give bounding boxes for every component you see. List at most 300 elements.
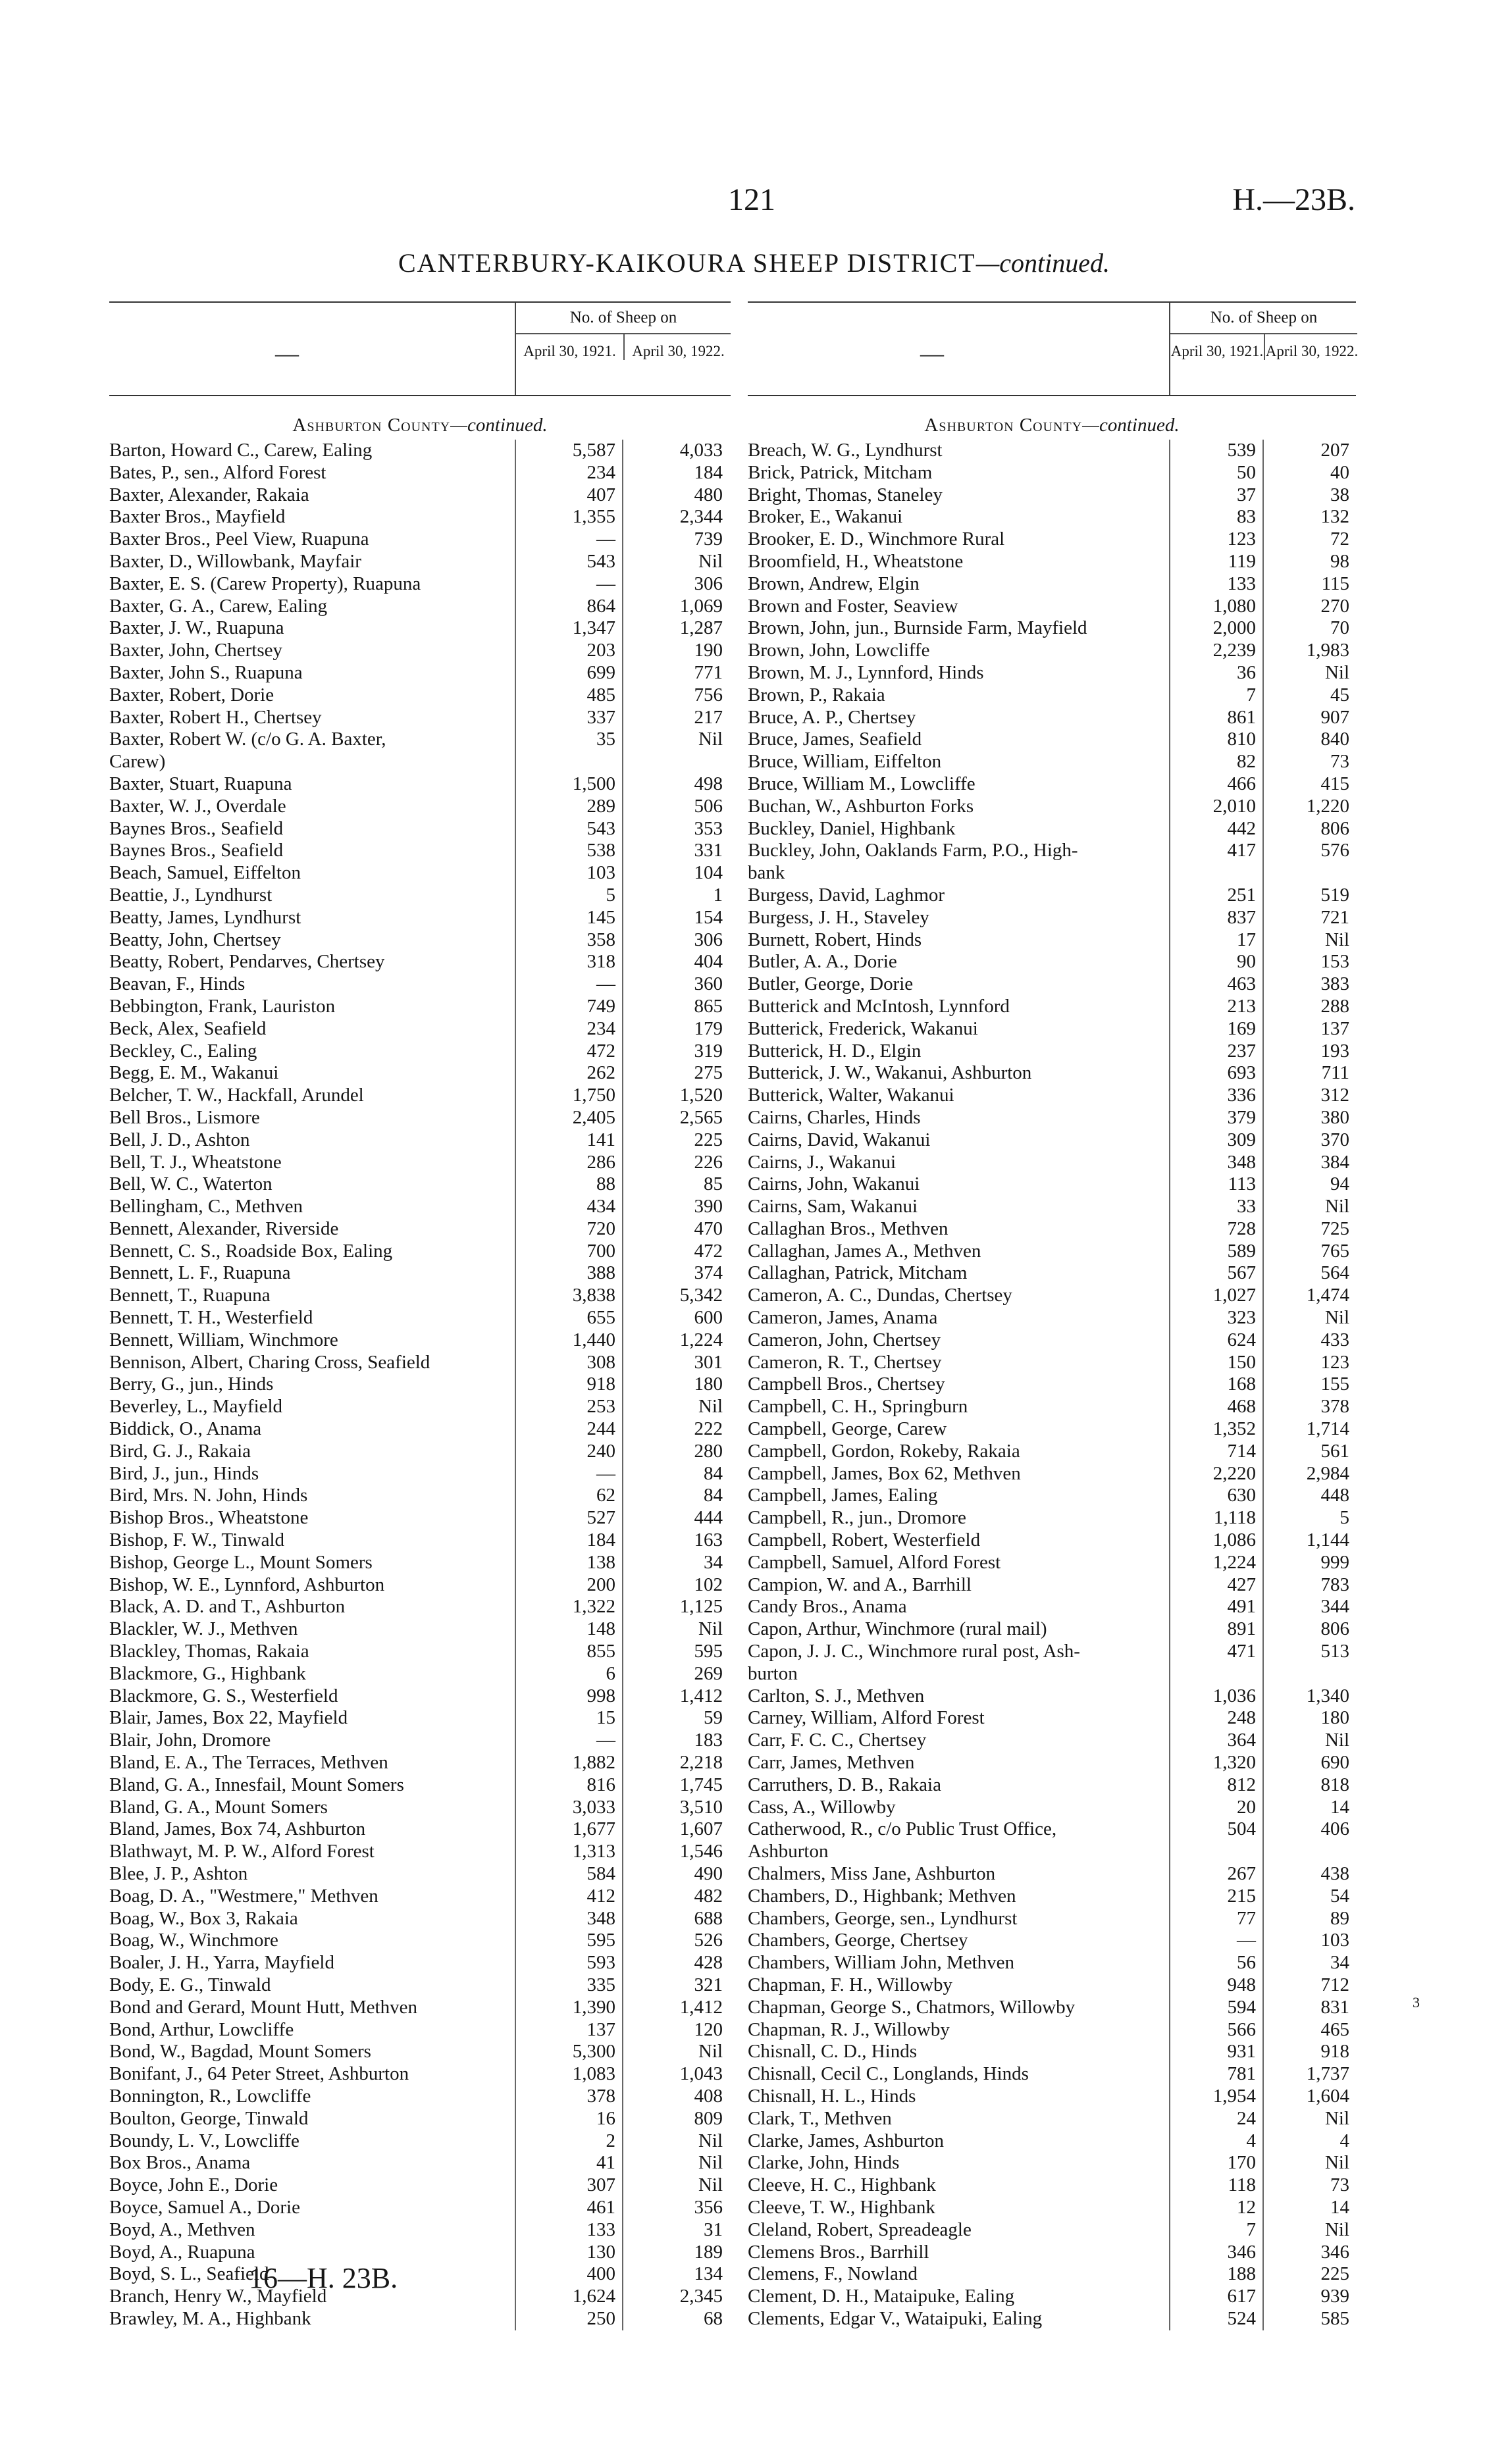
table-row bbox=[109, 1152, 731, 1174]
owner-name: Bruce, James, Seafield bbox=[748, 729, 922, 750]
table-row bbox=[109, 506, 731, 528]
owner-name: Bruce, William, Eiffelton bbox=[748, 751, 942, 773]
sheep-1922: 306 bbox=[622, 573, 729, 596]
owner-name: Bland, G. A., Innesfail, Mount Somers bbox=[109, 1774, 404, 1795]
sheep-1922: 585 bbox=[1262, 2308, 1356, 2330]
sheep-1922: 1,412 bbox=[622, 1997, 729, 2019]
table-row bbox=[748, 2263, 1356, 2286]
table-row bbox=[109, 1040, 731, 1063]
sheep-1921: 539 bbox=[1169, 440, 1262, 462]
sheep-1922: 225 bbox=[622, 1129, 729, 1152]
sheep-1921: 250 bbox=[515, 2308, 622, 2330]
sheep-1921: 630 bbox=[1169, 1485, 1262, 1507]
owner-name: Brick, Patrick, Mitcham bbox=[748, 461, 933, 483]
sheep-1921: 624 bbox=[1169, 1329, 1262, 1352]
table-row bbox=[109, 907, 731, 929]
sheep-1921: 3,033 bbox=[515, 1797, 622, 1819]
owner-name: Brown, Andrew, Elgin bbox=[748, 573, 920, 594]
owner-name: Baynes Bros., Seafield bbox=[109, 817, 284, 839]
table-row bbox=[109, 1952, 731, 1974]
sheep-1921: 2,010 bbox=[1169, 796, 1262, 818]
table-row bbox=[748, 528, 1356, 551]
owner-name: Campbell, James, Ealing bbox=[748, 1485, 938, 1506]
owner-name: Chapman, George S., Chatmors, Willowby bbox=[748, 1996, 1076, 2018]
sheep-1921: 184 bbox=[515, 1529, 622, 1552]
table-row bbox=[748, 1974, 1356, 1997]
sheep-1922: Nil bbox=[622, 551, 729, 573]
owner-name: Chambers, D., Highbank; Methven bbox=[748, 1885, 1016, 1907]
table-row bbox=[109, 1463, 731, 1485]
sheep-1921 bbox=[515, 751, 622, 773]
owner-name: Bishop, George L., Mount Somers bbox=[109, 1551, 373, 1573]
sheep-1922: Nil bbox=[622, 1618, 729, 1641]
sheep-1921: 308 bbox=[515, 1352, 622, 1374]
owner-name: Boag, W., Box 3, Rakaia bbox=[109, 1907, 298, 1929]
table-row bbox=[748, 1441, 1356, 1463]
sheep-1922: 831 bbox=[1262, 1997, 1356, 2019]
sheep-1922: 465 bbox=[1262, 2019, 1356, 2041]
owner-name: Butterick, Walter, Wakanui bbox=[748, 1085, 954, 1106]
table-row bbox=[748, 551, 1356, 573]
table-row bbox=[748, 506, 1356, 528]
table-row bbox=[748, 573, 1356, 596]
owner-name: Bond and Gerard, Mount Hutt, Methven bbox=[109, 1996, 417, 2018]
sheep-1922: 120 bbox=[622, 2019, 729, 2041]
owner-name: Bennett, T. H., Westerfield bbox=[109, 1307, 313, 1329]
sheep-1922: 312 bbox=[1262, 1085, 1356, 1107]
sheep-1922: 1,520 bbox=[622, 1085, 729, 1107]
owner-name: Butterick, H. D., Elgin bbox=[748, 1040, 922, 1062]
sheep-1921: 378 bbox=[515, 2086, 622, 2108]
sheep-1922: 137 bbox=[1262, 1018, 1356, 1040]
sheep-1922: 134 bbox=[622, 2263, 729, 2286]
sheep-1922: 690 bbox=[1262, 1752, 1356, 1774]
sheep-1922: 180 bbox=[622, 1373, 729, 1396]
sheep-1921: 699 bbox=[515, 662, 622, 684]
sheep-1921: 168 bbox=[1169, 1373, 1262, 1396]
table-row bbox=[109, 596, 731, 618]
sheep-1921: 466 bbox=[1169, 773, 1262, 796]
table-row bbox=[109, 1373, 731, 1396]
sheep-1922: 939 bbox=[1262, 2286, 1356, 2308]
owner-name: Beckley, C., Ealing bbox=[109, 1040, 257, 1062]
sheep-1921: 130 bbox=[515, 2242, 622, 2264]
owner-name: Chalmers, Miss Jane, Ashburton bbox=[748, 1863, 996, 1884]
sheep-1922: Nil bbox=[1262, 1730, 1356, 1752]
table-row bbox=[109, 1418, 731, 1441]
sheep-1921: 1,224 bbox=[1169, 1552, 1262, 1574]
table-row bbox=[748, 729, 1356, 751]
table-row bbox=[748, 1618, 1356, 1641]
table-row bbox=[109, 818, 731, 840]
table-row bbox=[109, 1107, 731, 1129]
sheep-1922: 806 bbox=[1262, 818, 1356, 840]
sheep-1921: 1,390 bbox=[515, 1997, 622, 2019]
sheep-1921: 1,347 bbox=[515, 617, 622, 640]
sheep-1921: 119 bbox=[1169, 551, 1262, 573]
owner-name: Campbell Bros., Chertsey bbox=[748, 1373, 945, 1395]
sheep-1921 bbox=[1169, 1841, 1262, 1863]
sheep-1922: 712 bbox=[1262, 1974, 1356, 1997]
table-row bbox=[748, 1262, 1356, 1285]
sheep-1921: 307 bbox=[515, 2174, 622, 2197]
sheep-1922: 1,745 bbox=[622, 1774, 729, 1797]
sheep-1921: 594 bbox=[1169, 1997, 1262, 2019]
sheep-1921: 1,677 bbox=[515, 1818, 622, 1841]
table-row bbox=[109, 973, 731, 996]
owner-name: Berry, G., jun., Hinds bbox=[109, 1373, 274, 1395]
sheep-1921: 213 bbox=[1169, 996, 1262, 1018]
sheep-1921: 251 bbox=[1169, 885, 1262, 907]
owner-name: Cleland, Robert, Spreadeagle bbox=[748, 2219, 972, 2240]
table-row bbox=[748, 684, 1356, 707]
sheep-1921: 309 bbox=[1169, 1129, 1262, 1152]
owner-name: Blackmore, G. S., Westerfield bbox=[109, 1685, 338, 1707]
sheep-1921: — bbox=[1169, 1930, 1262, 1952]
table-row bbox=[109, 1329, 731, 1352]
table-row bbox=[109, 1841, 731, 1863]
sheep-1921: 816 bbox=[515, 1774, 622, 1797]
owner-name: Chambers, George, Chertsey bbox=[748, 1930, 968, 1951]
sheep-1922: Nil bbox=[1262, 662, 1356, 684]
sheep-1921: 2,000 bbox=[1169, 617, 1262, 640]
table-row bbox=[109, 484, 731, 507]
sheep-1921: 90 bbox=[1169, 951, 1262, 973]
table-row bbox=[748, 1818, 1356, 1841]
sheep-1921: 918 bbox=[515, 1373, 622, 1396]
owner-name: Blathwayt, M. P. W., Alford Forest bbox=[109, 1841, 375, 1862]
sheep-1921: 1,440 bbox=[515, 1329, 622, 1352]
sheep-1922: 306 bbox=[622, 929, 729, 952]
table-row bbox=[748, 1329, 1356, 1352]
sheep-1922: 783 bbox=[1262, 1574, 1356, 1597]
sheep-1921: 1,882 bbox=[515, 1752, 622, 1774]
sheep-1922: 370 bbox=[1262, 1129, 1356, 1152]
sheep-1921: — bbox=[515, 528, 622, 551]
sheep-1922: 390 bbox=[622, 1196, 729, 1218]
owner-name: Brawley, M. A., Highbank bbox=[109, 2307, 311, 2329]
table-row bbox=[109, 1396, 731, 1418]
sheep-1922: 5,342 bbox=[622, 1285, 729, 1307]
table-row bbox=[748, 796, 1356, 818]
owner-name: Baxter, E. S. (Carew Property), Ruapuna bbox=[109, 573, 421, 594]
sheep-1921: 336 bbox=[1169, 1085, 1262, 1107]
table-row bbox=[109, 551, 731, 573]
table-row bbox=[109, 2019, 731, 2041]
sheep-1921: 170 bbox=[1169, 2152, 1262, 2174]
sheep-1921: 434 bbox=[515, 1196, 622, 1218]
owner-name: Box Bros., Anama bbox=[109, 2152, 251, 2174]
sheep-1921: 567 bbox=[1169, 1262, 1262, 1285]
owner-name: Boyce, John E., Dorie bbox=[109, 2174, 278, 2196]
table-row bbox=[748, 1774, 1356, 1797]
sheep-1922: 189 bbox=[622, 2242, 729, 2264]
sheep-1922: 225 bbox=[1262, 2263, 1356, 2286]
header-col-1922: April 30, 1922. bbox=[623, 334, 732, 360]
owner-name: Bright, Thomas, Staneley bbox=[748, 484, 943, 505]
sheep-1921: 318 bbox=[515, 951, 622, 973]
sheep-1921: 77 bbox=[1169, 1908, 1262, 1930]
table-row bbox=[748, 2242, 1356, 2264]
sheep-1921: 714 bbox=[1169, 1441, 1262, 1463]
sheep-1922: Nil bbox=[1262, 2152, 1356, 2174]
county-heading bbox=[748, 396, 1356, 440]
sheep-1922: 818 bbox=[1262, 1774, 1356, 1797]
right-table-header bbox=[748, 301, 1359, 396]
sheep-1921: 864 bbox=[515, 596, 622, 618]
owner-name: Bell Bros., Lismore bbox=[109, 1106, 260, 1128]
table-row bbox=[109, 2219, 731, 2242]
sheep-1921: 1,954 bbox=[1169, 2086, 1262, 2108]
sheep-1922: 470 bbox=[622, 1218, 729, 1241]
sheep-1922: 999 bbox=[1262, 1552, 1356, 1574]
table-row bbox=[748, 2286, 1356, 2308]
owner-name: Callaghan, James A., Methven bbox=[748, 1240, 981, 1262]
sheep-1922: Nil bbox=[1262, 1196, 1356, 1218]
sheep-1922: 163 bbox=[622, 1529, 729, 1552]
sheep-1922: 98 bbox=[1262, 551, 1356, 573]
owner-name: Cleeve, H. C., Highbank bbox=[748, 2174, 936, 2196]
table-row bbox=[748, 640, 1356, 662]
sheep-1921: 50 bbox=[1169, 462, 1262, 484]
sheep-1921: 244 bbox=[515, 1418, 622, 1441]
sheep-1922: 356 bbox=[622, 2197, 729, 2219]
table-row bbox=[109, 1552, 731, 1574]
sheep-1921: 323 bbox=[1169, 1307, 1262, 1329]
sheep-1921: 240 bbox=[515, 1441, 622, 1463]
sheep-1921: 237 bbox=[1169, 1040, 1262, 1063]
sheep-1921: 485 bbox=[515, 684, 622, 707]
table-row bbox=[748, 1552, 1356, 1574]
owner-name: Clemens, F., Nowland bbox=[748, 2263, 918, 2285]
table-row bbox=[748, 2174, 1356, 2197]
owner-name: Blackley, Thomas, Rakaia bbox=[109, 1641, 309, 1662]
sheep-1922: 179 bbox=[622, 1018, 729, 1040]
table-row bbox=[748, 1152, 1356, 1174]
owner-name: Butler, George, Dorie bbox=[748, 973, 914, 995]
owner-name: Bishop Bros., Wheatstone bbox=[109, 1507, 309, 1529]
sheep-1921: 262 bbox=[515, 1062, 622, 1085]
table-row bbox=[109, 1529, 731, 1552]
sheep-1922: 1,737 bbox=[1262, 2063, 1356, 2086]
sheep-1921: 17 bbox=[1169, 929, 1262, 952]
sheep-1922: 153 bbox=[1262, 951, 1356, 973]
sheep-1922: 383 bbox=[1262, 973, 1356, 996]
table-row bbox=[748, 751, 1356, 773]
sheep-1922: 384 bbox=[1262, 1152, 1356, 1174]
sheep-1922: 73 bbox=[1262, 751, 1356, 773]
sheep-1922: Nil bbox=[622, 1396, 729, 1418]
owner-name: Baxter, Robert W. (c/o G. A. Baxter, bbox=[109, 729, 386, 750]
owner-name: Carr, F. C. C., Chertsey bbox=[748, 1730, 927, 1751]
table-row bbox=[109, 840, 731, 862]
left-column-table bbox=[109, 301, 731, 2330]
table-row bbox=[109, 1774, 731, 1797]
table-row bbox=[748, 662, 1356, 684]
table-row bbox=[109, 1797, 731, 1819]
sheep-1921: — bbox=[515, 1463, 622, 1485]
sheep-1922 bbox=[1262, 1841, 1356, 1863]
right-table-body bbox=[748, 396, 1356, 2330]
table-row bbox=[748, 885, 1356, 907]
sheep-1922: 1,714 bbox=[1262, 1418, 1356, 1441]
sheep-1922: 180 bbox=[1262, 1707, 1356, 1730]
table-row bbox=[748, 1663, 1356, 1685]
table-row bbox=[748, 2063, 1356, 2086]
sheep-1921: 103 bbox=[515, 862, 622, 885]
owner-name: Campion, W. and A., Barrhill bbox=[748, 1574, 972, 1595]
header-col-1922: April 30, 1922. bbox=[1264, 334, 1359, 360]
table-row bbox=[748, 2130, 1356, 2153]
owner-name: Baxter, G. A., Carew, Ealing bbox=[109, 595, 328, 617]
sheep-1921: 400 bbox=[515, 2263, 622, 2286]
sheep-1922: 907 bbox=[1262, 707, 1356, 729]
sheep-1922: 183 bbox=[622, 1730, 729, 1752]
left-table-body bbox=[109, 396, 731, 2330]
sheep-1922: 3,510 bbox=[622, 1797, 729, 1819]
owner-name: Blackmore, G., Highbank bbox=[109, 1662, 306, 1684]
table-row bbox=[109, 1663, 731, 1685]
owner-name: Beavan, F., Hinds bbox=[109, 973, 246, 995]
table-row bbox=[109, 662, 731, 684]
sheep-1921: 137 bbox=[515, 2019, 622, 2041]
table-row bbox=[748, 2019, 1356, 2041]
table-row bbox=[109, 1196, 731, 1218]
table-row bbox=[748, 1418, 1356, 1441]
owner-name: Chapman, R. J., Willowby bbox=[748, 2018, 950, 2040]
sheep-1922: 1,224 bbox=[622, 1329, 729, 1352]
sheep-1922: 472 bbox=[622, 1241, 729, 1263]
sheep-1922: Nil bbox=[1262, 1307, 1356, 1329]
table-row bbox=[748, 1863, 1356, 1886]
owner-name: bank bbox=[748, 862, 785, 884]
table-row bbox=[109, 1596, 731, 1618]
sheep-1921: 286 bbox=[515, 1152, 622, 1174]
sheep-1921: 33 bbox=[1169, 1196, 1262, 1218]
table-row bbox=[748, 1529, 1356, 1552]
table-row bbox=[109, 617, 731, 640]
sheep-1922: 275 bbox=[622, 1062, 729, 1085]
sheep-1921: 113 bbox=[1169, 1173, 1262, 1196]
table-row bbox=[748, 440, 1356, 462]
sheep-1922: 725 bbox=[1262, 1218, 1356, 1241]
sheep-1922: 561 bbox=[1262, 1441, 1356, 1463]
county-heading bbox=[109, 396, 731, 440]
owner-name: Clark, T., Methven bbox=[748, 2107, 892, 2129]
owner-name: Belcher, T. W., Hackfall, Arundel bbox=[109, 1085, 364, 1106]
owner-name: Boag, W., Winchmore bbox=[109, 1930, 278, 1951]
sheep-1922: 2,344 bbox=[622, 506, 729, 528]
table-row bbox=[748, 840, 1356, 862]
sheep-1922: 84 bbox=[622, 1485, 729, 1507]
owner-name: Boaler, J. H., Yarra, Mayfield bbox=[109, 1952, 334, 1974]
sheep-1922: 806 bbox=[1262, 1618, 1356, 1641]
owner-name: Bebbington, Frank, Lauriston bbox=[109, 995, 336, 1017]
owner-name: Campbell, George, Carew bbox=[748, 1418, 947, 1440]
sheep-1921 bbox=[1169, 862, 1262, 885]
sheep-1922: 1,144 bbox=[1262, 1529, 1356, 1552]
table-row bbox=[748, 1886, 1356, 1908]
owner-name: Biddick, O., Anama bbox=[109, 1418, 262, 1440]
sheep-1922: 576 bbox=[1262, 840, 1356, 862]
sheep-1922: 2,565 bbox=[622, 1107, 729, 1129]
sheep-1921: 215 bbox=[1169, 1886, 1262, 1908]
owner-name: Clarke, James, Ashburton bbox=[748, 2130, 945, 2151]
page-title-suffix: —continued. bbox=[975, 248, 1110, 278]
table-row bbox=[109, 1129, 731, 1152]
table-row bbox=[748, 1129, 1356, 1152]
owner-name: Burnett, Robert, Hinds bbox=[748, 929, 922, 950]
sheep-1921: 463 bbox=[1169, 973, 1262, 996]
table-row bbox=[748, 1797, 1356, 1819]
sheep-1922: 102 bbox=[622, 1574, 729, 1597]
sheep-1922: 480 bbox=[622, 484, 729, 507]
sheep-1921: 1,080 bbox=[1169, 596, 1262, 618]
table-row bbox=[109, 1641, 731, 1663]
sheep-1921: 82 bbox=[1169, 751, 1262, 773]
owner-name: Chapman, F. H., Willowby bbox=[748, 1974, 952, 1995]
right-column-table bbox=[748, 301, 1359, 2330]
table-row bbox=[109, 796, 731, 818]
table-row bbox=[748, 773, 1356, 796]
owner-name: Broomfield, H., Wheatstone bbox=[748, 550, 964, 572]
table-row bbox=[748, 2086, 1356, 2108]
sheep-1922: 70 bbox=[1262, 617, 1356, 640]
table-row bbox=[109, 440, 731, 462]
table-row bbox=[748, 2041, 1356, 2063]
table-row bbox=[748, 617, 1356, 640]
owner-name: Cameron, A. C., Dundas, Chertsey bbox=[748, 1285, 1012, 1306]
sheep-1922: 38 bbox=[1262, 484, 1356, 507]
owner-name: Branch, Henry W., Mayfield bbox=[109, 2286, 327, 2307]
table-row bbox=[748, 1040, 1356, 1063]
sheep-1922: 739 bbox=[622, 528, 729, 551]
owner-name: Bond, Arthur, Lowcliffe bbox=[109, 2018, 294, 2040]
table-row bbox=[109, 2242, 731, 2264]
sheep-1922: 346 bbox=[1262, 2242, 1356, 2264]
sheep-1922: 360 bbox=[622, 973, 729, 996]
table-row bbox=[109, 929, 731, 952]
owner-name: Beach, Samuel, Eiffelton bbox=[109, 862, 301, 884]
sheep-1921: 56 bbox=[1169, 1952, 1262, 1974]
sheep-1922: 104 bbox=[622, 862, 729, 885]
sheep-1921: 728 bbox=[1169, 1218, 1262, 1241]
sheep-1922: 564 bbox=[1262, 1262, 1356, 1285]
owner-name: Brown, John, jun., Burnside Farm, Mayfield bbox=[748, 617, 1087, 639]
sheep-1921: 6 bbox=[515, 1663, 622, 1685]
owner-name: Carew) bbox=[109, 751, 166, 773]
owner-name: Bishop, W. E., Lynnford, Ashburton bbox=[109, 1574, 385, 1595]
table-row bbox=[748, 818, 1356, 840]
table-row bbox=[109, 1974, 731, 1997]
table-row bbox=[109, 2108, 731, 2130]
owner-name: Baxter, Alexander, Rakaia bbox=[109, 484, 309, 505]
table-row bbox=[109, 1908, 731, 1930]
table-row bbox=[748, 1307, 1356, 1329]
owner-name: Bellingham, C., Methven bbox=[109, 1196, 303, 1218]
sheep-1921: 1,352 bbox=[1169, 1418, 1262, 1441]
owner-name: Campbell, Gordon, Rokeby, Rakaia bbox=[748, 1440, 1020, 1462]
table-row bbox=[748, 862, 1356, 885]
table-row bbox=[109, 2174, 731, 2197]
sheep-1922: 45 bbox=[1262, 684, 1356, 707]
sheep-1922: 1,983 bbox=[1262, 640, 1356, 662]
owner-name: burton bbox=[748, 1662, 798, 1684]
owner-name: Cameron, R. T., Chertsey bbox=[748, 1351, 942, 1373]
table-row bbox=[109, 2063, 731, 2086]
owner-name: Bell, T. J., Wheatstone bbox=[109, 1151, 282, 1173]
table-row bbox=[748, 484, 1356, 507]
